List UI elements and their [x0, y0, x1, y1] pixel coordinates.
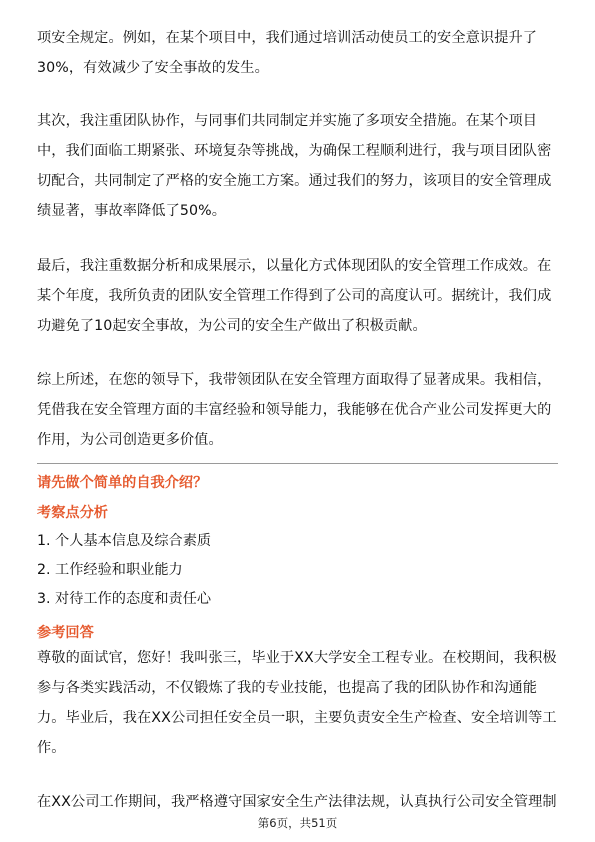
paragraph-line: 其次，我注重团队协作，与同事们共同制定并实施了多项安全措施。在某个项目	[37, 113, 538, 129]
paragraph-line: 力。毕业后，我在XX公司担任安全员一职，主要负责安全生产检查、安全培训等工	[37, 710, 557, 726]
analysis-heading: 考察点分析	[37, 505, 108, 521]
analysis-item: 2. 工作经验和职业能力	[37, 562, 183, 578]
analysis-item: 1. 个人基本信息及综合素质	[37, 533, 212, 549]
answer-paragraph-2	[37, 787, 559, 817]
paragraph-line: 在XX公司工作期间，我严格遵守国家安全生产法律法规，认真执行公司安全管理制	[37, 794, 557, 810]
paragraph-line: 综上所述，在您的领导下，我带领团队在安全管理方面取得了显著成果。我相信，	[37, 372, 552, 388]
answer-heading: 参考回答	[37, 625, 94, 641]
paragraph-3	[37, 251, 559, 341]
section-divider	[37, 463, 558, 464]
paragraph-line: 作。	[37, 740, 66, 756]
paragraph-line: 参与各类实践活动，不仅锻炼了我的专业技能，也提高了我的团队协作和沟通能	[37, 680, 538, 696]
paragraph-4	[37, 365, 559, 455]
paragraph-line: 尊敬的面试官，您好！我叫张三，毕业于XX大学安全工程专业。在校期间，我积极	[37, 650, 557, 666]
paragraph-line: 某个年度，我所负责的团队安全管理工作得到了公司的高度认可。据统计，我们成	[37, 288, 552, 304]
answer-paragraph-1	[37, 643, 559, 763]
paragraph-line: 绩显著，事故率降低了50%。	[37, 203, 226, 219]
paragraph-line: 作用，为公司创造更多价值。	[37, 432, 223, 448]
paragraph-line: 最后，我注重数据分析和成果展示，以量化方式体现团队的安全管理工作成效。在	[37, 258, 552, 274]
paragraph-line: 中，我们面临工期紧张、环境复杂等挑战，为确保工程顺利进行，我与项目团队密	[37, 143, 552, 159]
paragraph-line: 切配合，共同制定了严格的安全施工方案。通过我们的努力，该项目的安全管理成	[37, 173, 552, 189]
paragraph-line: 项安全规定。例如，在某个项目中，我们通过培训活动使员工的安全意识提升了	[37, 30, 538, 46]
page-number-footer: 第6页，共51页	[257, 816, 338, 830]
question-title: 请先做个简单的自我介绍？	[37, 475, 208, 491]
paragraph-2	[37, 106, 559, 226]
paragraph-line: 凭借我在安全管理方面的丰富经验和领导能力，我能够在优合产业公司发挥更大的	[37, 402, 552, 418]
analysis-item: 3. 对待工作的态度和责任心	[37, 591, 212, 607]
paragraph-line: 功避免了10起安全事故，为公司的安全生产做出了积极贡献。	[37, 318, 427, 334]
paragraph-1	[37, 23, 559, 83]
paragraph-line: 30%，有效减少了安全事故的发生。	[37, 60, 269, 76]
